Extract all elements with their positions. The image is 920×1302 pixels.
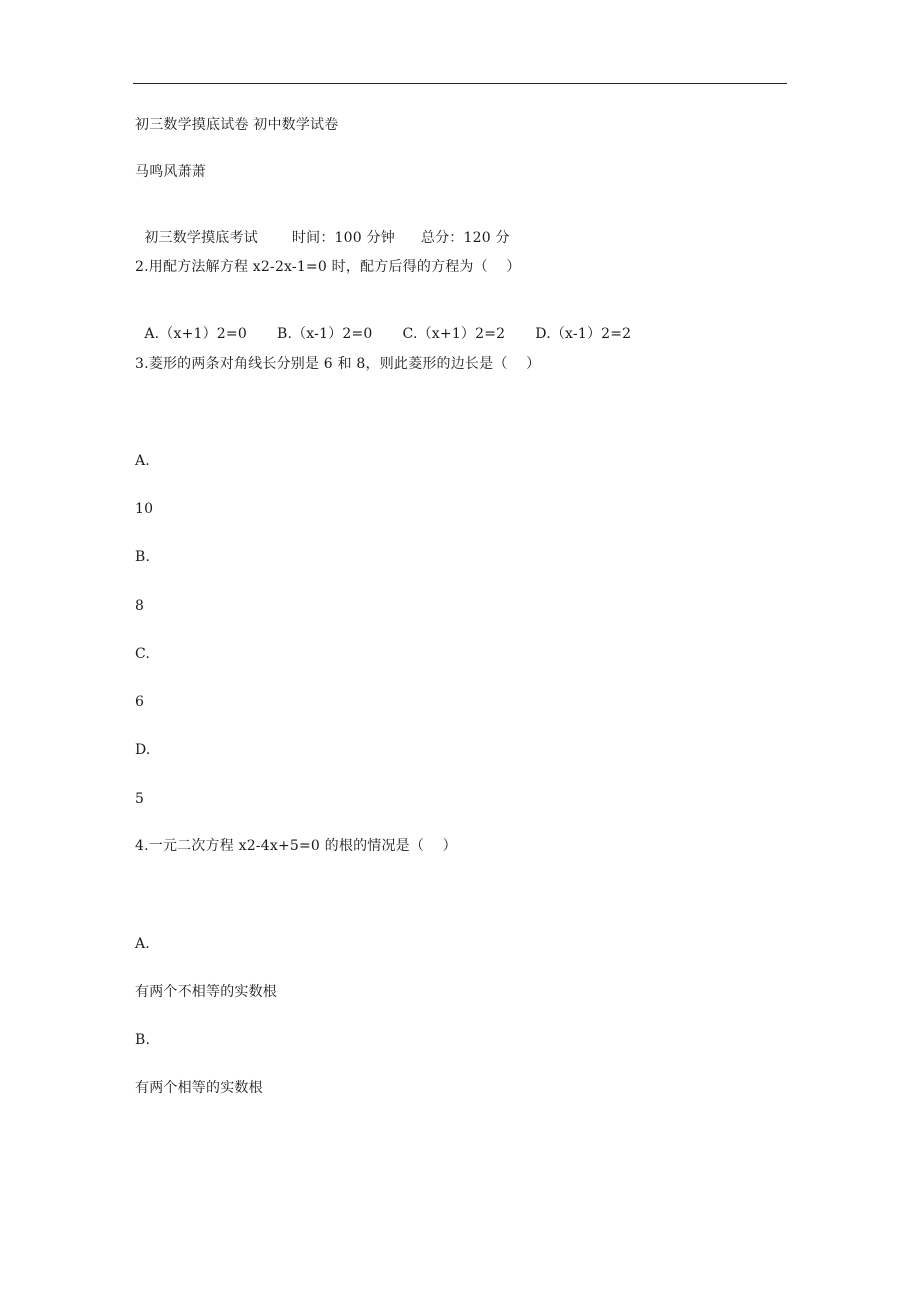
question-2-option-d: D.（x-1）2=2 [535, 326, 632, 342]
exam-time: 时间：100 分钟 [291, 230, 395, 246]
question-4-option-a-text: 有两个不相等的实数根 [135, 984, 277, 1000]
author-name: 马鸣风萧萧 [135, 164, 206, 180]
question-3-option-d-letter: D. [135, 742, 151, 758]
question-2-stem: 2.用配方法解方程 x2-2x-1=0 时，配方后得的方程为（ ） [135, 259, 521, 275]
question-3-option-a-letter: A. [135, 453, 150, 469]
question-2-options [135, 307, 631, 343]
question-3-option-b-letter: B. [135, 549, 151, 565]
document-title: 初三数学摸底试卷 初中数学试卷 [135, 117, 339, 133]
question-3-option-c-letter: C. [135, 646, 151, 662]
header-rule [133, 83, 787, 84]
exam-info-line [135, 211, 510, 247]
question-4-option-a-letter: A. [135, 936, 150, 952]
exam-name: 初三数学摸底考试 [144, 230, 258, 246]
question-3-option-a-text: 10 [135, 501, 154, 517]
question-2-option-a: A.（x+1）2=0 [144, 326, 247, 342]
question-4-option-b-letter: B. [135, 1032, 151, 1048]
question-3-stem: 3.菱形的两条对角线长分别是 6 和 8，则此菱形的边长是（ ） [135, 356, 541, 372]
question-3-option-c-text: 6 [135, 694, 145, 710]
question-2-option-c: C.（x+1）2=2 [402, 326, 506, 342]
exam-total: 总分：120 分 [420, 230, 510, 246]
question-3-option-b-text: 8 [135, 598, 145, 614]
question-4-stem: 4.一元二次方程 x2-4x+5=0 的根的情况是（ ） [135, 838, 457, 854]
question-3-option-d-text: 5 [135, 791, 145, 807]
question-4-option-b-text: 有两个相等的实数根 [135, 1080, 263, 1096]
question-2-option-b: B.（x-1）2=0 [276, 326, 373, 342]
